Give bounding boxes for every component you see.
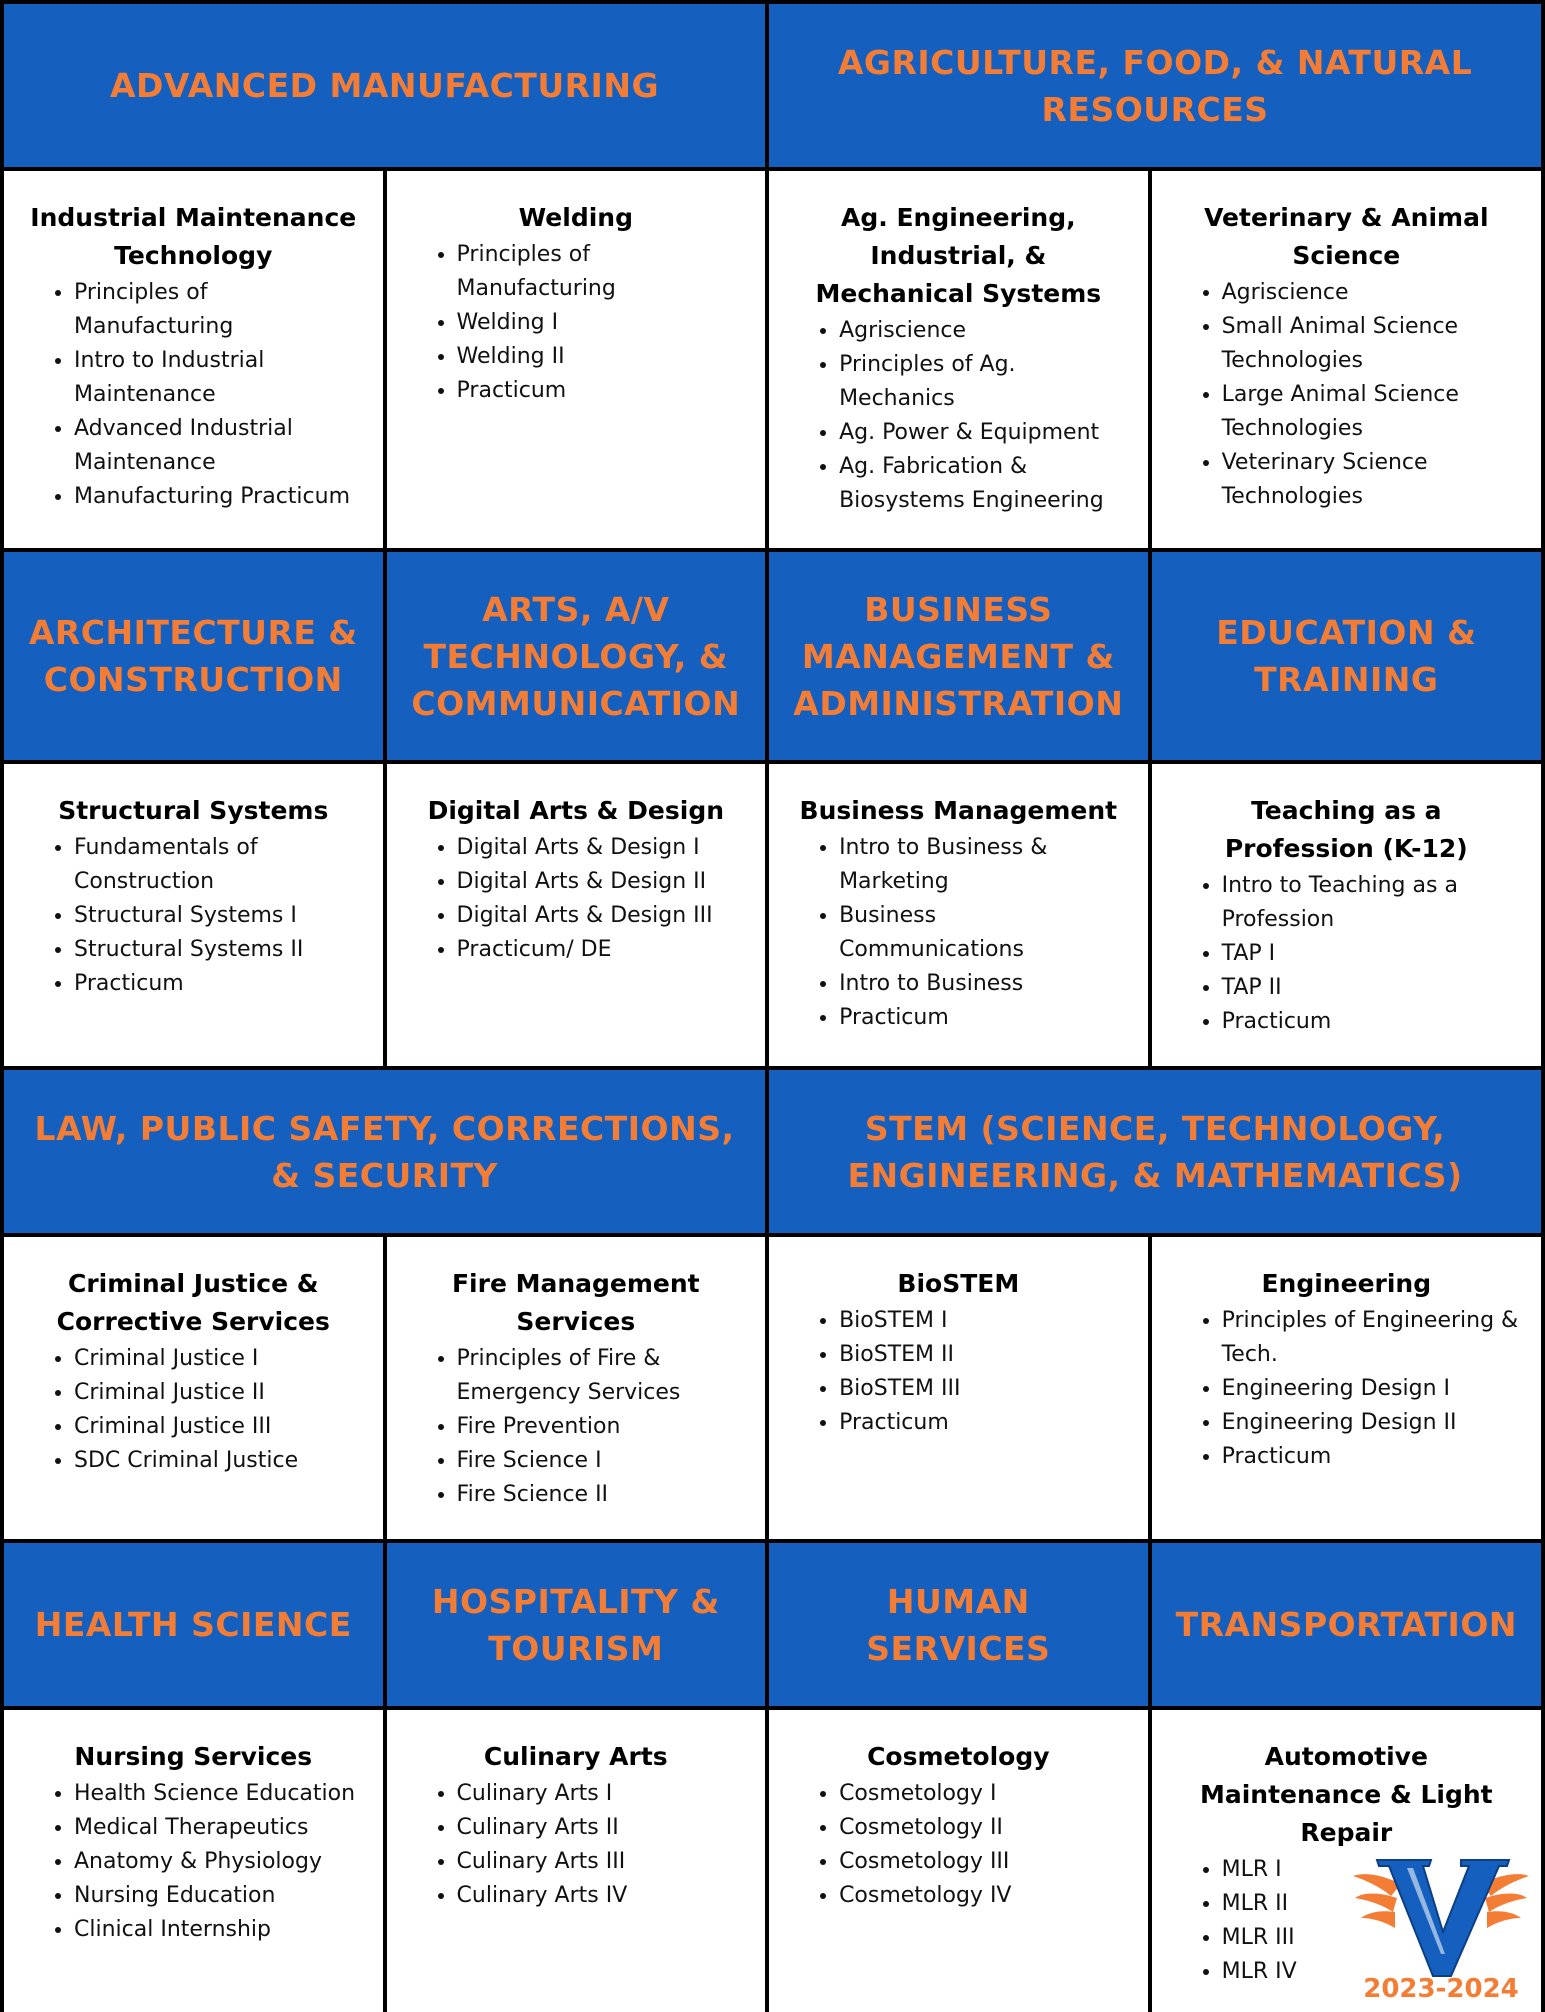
course-item: • Principles of Fire & Emergency Services [457, 1342, 744, 1410]
winged-v-logo-icon [1351, 1854, 1531, 1978]
cluster-header-stem-science-technology-engineering-mathematics [769, 1070, 1541, 1233]
course-item: • Fire Science II [457, 1478, 744, 1512]
course-item: • Clinical Internship [74, 1913, 361, 1947]
course-item: • Veterinary Science Technologies [1222, 446, 1519, 514]
course-list [807, 831, 1126, 1035]
course-list [807, 1777, 1126, 1913]
program-card-cosmetology [769, 1710, 1148, 2012]
program-title: Criminal Justice & Corrective Services [56, 1269, 330, 1336]
cluster-title: HOSPITALITY & TOURISM [431, 1581, 720, 1668]
course-list [425, 831, 744, 967]
course-item: • Practicum [839, 1406, 1126, 1440]
program-title: Fire Management Services [451, 1269, 700, 1336]
course-item: • Culinary Arts IV [457, 1879, 744, 1913]
program-title: Digital Arts & Design [427, 796, 725, 825]
cluster-header-law-public-safety-corrections-security [4, 1070, 765, 1233]
program-card-veterinary-animal-science [1152, 171, 1541, 548]
course-item: • Welding II [457, 340, 744, 374]
course-item: • Principles of Engineering & Tech. [1222, 1304, 1519, 1372]
course-list [807, 1304, 1126, 1440]
course-item: • Principles of Manufacturing [74, 276, 361, 344]
cluster-title: STEM (SCIENCE, TECHNOLOGY, ENGINEERING, & MATHEMATICS) [847, 1108, 1463, 1195]
course-item: • Engineering Design I [1222, 1372, 1519, 1406]
course-item: • Medical Therapeutics [74, 1811, 361, 1845]
course-item: • Intro to Industrial Maintenance [74, 344, 361, 412]
course-list [42, 276, 361, 514]
program-card-digital-arts-design [387, 764, 766, 1066]
course-list [42, 831, 361, 1001]
cluster-title: EDUCATION & TRAINING [1216, 613, 1477, 699]
cluster-header-arts-a-v-technology-communication [387, 552, 766, 760]
course-item: • TAP I [1222, 937, 1519, 971]
course-list [425, 1777, 744, 1913]
program-title: Welding [518, 203, 633, 232]
course-item: • Large Animal Science Technologies [1222, 378, 1519, 446]
cluster-title: HEALTH SCIENCE [34, 1605, 352, 1644]
course-item: • Nursing Education [74, 1879, 361, 1913]
course-item: • Anatomy & Physiology [74, 1845, 361, 1879]
course-item: • Cosmetology I [839, 1777, 1126, 1811]
course-item: • Culinary Arts I [457, 1777, 744, 1811]
course-item: • Digital Arts & Design II [457, 865, 744, 899]
cluster-title: TRANSPORTATION [1175, 1605, 1517, 1644]
cluster-title: ADVANCED MANUFACTURING [110, 66, 660, 105]
program-title: Veterinary & Animal Science [1204, 203, 1489, 270]
course-item: • TAP II [1222, 971, 1519, 1005]
cluster-title: BUSINESS MANAGEMENT & ADMINISTRATION [793, 589, 1124, 723]
program-card-automotive-maintenance-light-repair [1152, 1710, 1541, 2012]
course-list [425, 238, 744, 408]
program-card-biostem [769, 1237, 1148, 1539]
cluster-header-agriculture-food-natural-resources [769, 4, 1541, 167]
program-card-welding [387, 171, 766, 548]
course-item: • BioSTEM I [839, 1304, 1126, 1338]
course-item: • Criminal Justice III [74, 1410, 361, 1444]
course-item: • Agriscience [1222, 276, 1519, 310]
course-item: • MLR III [1222, 1921, 1519, 1955]
course-item: • Small Animal Science Technologies [1222, 310, 1519, 378]
course-list [807, 314, 1126, 518]
course-item: • BioSTEM III [839, 1372, 1126, 1406]
course-item: • Practicum [839, 1001, 1126, 1035]
course-item: • MLR II [1222, 1887, 1519, 1921]
course-item: • Manufacturing Practicum [74, 480, 361, 514]
program-card-fire-management-services [387, 1237, 766, 1539]
course-item: • Cosmetology III [839, 1845, 1126, 1879]
program-card-engineering [1152, 1237, 1541, 1539]
cluster-header-human-services [769, 1543, 1148, 1706]
course-list [1190, 869, 1519, 1039]
cluster-title: ARTS, A/V TECHNOLOGY, & COMMUNICATION [411, 589, 741, 723]
program-card-culinary-arts [387, 1710, 766, 2012]
program-title: Ag. Engineering, Industrial, & Mechanical Systems [815, 203, 1102, 308]
program-title: Nursing Services [74, 1742, 313, 1771]
course-item: • Cosmetology IV [839, 1879, 1126, 1913]
course-list [42, 1777, 361, 1947]
course-item: • Fire Science I [457, 1444, 744, 1478]
course-item: • Practicum [74, 967, 361, 1001]
course-item: • Structural Systems II [74, 933, 361, 967]
course-item: • Engineering Design II [1222, 1406, 1519, 1440]
course-item: • Principles of Ag. Mechanics [839, 348, 1126, 416]
course-item: • Fire Prevention [457, 1410, 744, 1444]
cluster-header-education-training [1152, 552, 1541, 760]
course-list [425, 1342, 744, 1512]
course-item: • SDC Criminal Justice [74, 1444, 361, 1478]
course-item: • Criminal Justice II [74, 1376, 361, 1410]
program-card-criminal-justice-corrective-services [4, 1237, 383, 1539]
program-card-teaching-as-a-profession-k-12 [1152, 764, 1541, 1066]
course-item: • Criminal Justice I [74, 1342, 361, 1376]
logo-year: 2023-2024 [1363, 1974, 1519, 2004]
course-item: • MLR I [1222, 1853, 1519, 1887]
course-item: • Intro to Business [839, 967, 1126, 1001]
course-item: • Fundamentals of Construction [74, 831, 361, 899]
course-item: • BioSTEM II [839, 1338, 1126, 1372]
cluster-header-business-management-administration [769, 552, 1148, 760]
cluster-title: HUMAN SERVICES [866, 1581, 1051, 1668]
course-list [1190, 276, 1519, 514]
program-title: Teaching as a Profession (K-12) [1224, 796, 1468, 863]
course-item: • Practicum [457, 374, 744, 408]
program-title: Business Management [799, 796, 1118, 825]
cluster-header-health-science [4, 1543, 383, 1706]
cluster-header-hospitality-tourism [387, 1543, 766, 1706]
cluster-header-architecture-construction [4, 552, 383, 760]
program-card-nursing-services [4, 1710, 383, 2012]
course-item: • Culinary Arts III [457, 1845, 744, 1879]
course-item: • Intro to Business & Marketing [839, 831, 1126, 899]
course-item: • Ag. Power & Equipment [839, 416, 1126, 450]
program-title: BioSTEM [897, 1269, 1020, 1298]
cluster-title: ARCHITECTURE & CONSTRUCTION [28, 613, 358, 699]
program-title: Industrial Maintenance Technology [30, 203, 357, 270]
course-item: • Practicum [1222, 1440, 1519, 1474]
course-item: • Ag. Fabrication & Biosystems Engineering [839, 450, 1126, 518]
course-item: • Business Communications [839, 899, 1126, 967]
program-card-industrial-maintenance-technology [4, 171, 383, 548]
program-title: Structural Systems [58, 796, 329, 825]
course-item: • Practicum [1222, 1005, 1519, 1039]
course-item: • Agriscience [839, 314, 1126, 348]
course-item: • Advanced Industrial Maintenance [74, 412, 361, 480]
cluster-title: AGRICULTURE, FOOD, & NATURAL RESOURCES [837, 42, 1473, 129]
course-item: • Practicum/ DE [457, 933, 744, 967]
program-card-business-management [769, 764, 1148, 1066]
program-title: Culinary Arts [483, 1742, 668, 1771]
cluster-title: LAW, PUBLIC SAFETY, CORRECTIONS, & SECURITY [34, 1108, 735, 1195]
course-item: • Culinary Arts II [457, 1811, 744, 1845]
course-list [1190, 1304, 1519, 1474]
cluster-header-transportation [1152, 1543, 1541, 1706]
cluster-header-advanced-manufacturing [4, 4, 765, 167]
course-item: • Digital Arts & Design III [457, 899, 744, 933]
school-logo [1351, 1854, 1531, 2004]
course-item: • Intro to Teaching as a Profession [1222, 869, 1519, 937]
course-item: • Principles of Manufacturing [457, 238, 744, 306]
course-item: • Structural Systems I [74, 899, 361, 933]
program-title: Cosmetology [867, 1742, 1050, 1771]
program-title: Automotive Maintenance & Light Repair [1199, 1742, 1493, 1847]
course-item: • Health Science Education [74, 1777, 361, 1811]
course-item: • Welding I [457, 306, 744, 340]
program-title: Engineering [1261, 1269, 1432, 1298]
course-item: • Digital Arts & Design I [457, 831, 744, 865]
course-list [42, 1342, 361, 1478]
program-card-structural-systems [4, 764, 383, 1066]
course-item: • Cosmetology II [839, 1811, 1126, 1845]
program-card-ag-engineering-industrial-mechanical-systems [769, 171, 1148, 548]
course-item: • MLR IV [1222, 1955, 1519, 1989]
